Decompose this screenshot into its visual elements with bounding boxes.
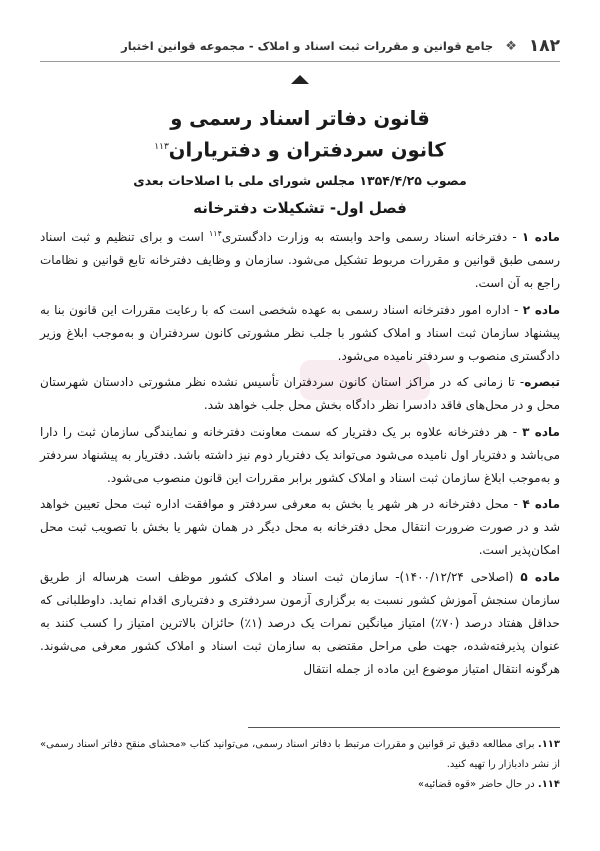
article-3-lead: ماده ۳ (522, 424, 560, 439)
footnote-113-number: ۱۱۳. (537, 739, 560, 750)
law-title-line-2-text: کانون سردفتران و دفتریاران (168, 138, 446, 162)
footnote-113 (40, 735, 560, 775)
footnotes (40, 735, 560, 795)
article-3-text: - هر دفترخانه علاوه بر یک دفتریار که سمت معاونت دفترخانه و نمایندگی سازمان ثبت را دارا می‌باشد و دفتریار اول نامیده می‌شود می‌تواند یک دفتریار دوم نیز داشته باشد. دفتریار به پیشنهاد سردفتر و به‌موجب ابلاغ سازمان ثبت اسناد و املاک کشور برابر مقررات این قانون منصوب می‌شود. (40, 424, 560, 485)
article-5 (40, 566, 560, 681)
article-1-text-a: - دفترخانه اسناد رسمی واحد وابسته به وزارت دادگستری (221, 230, 522, 244)
footnote-114-number: ۱۱۴. (537, 779, 560, 790)
article-2-lead: ماده ۲ (522, 302, 560, 317)
article-2 (40, 299, 560, 368)
law-title-line-2 (40, 133, 560, 165)
footnote-114-text: در حال حاضر «قوه قضائیه» (417, 779, 538, 790)
header-rule (40, 61, 560, 62)
article-5-text: (اصلاحی ۱۴۰۰/۱۲/۲۴)- سازمان ثبت اسناد و املاک کشور موظف است هرساله از طریق سازمان سنجش آموزش کشور نسبت به برگزاری آزمون سردفتری و دفتریاری اقدام نماید. داوطلبانی که حداقل هفتاد درصد (۷۰٪) امتیاز میانگین نمرات یک درصد (۱٪) حائزان بالاترین امتیاز را کسب کنند به عنوان پذیرفته‌شده، جهت طی مراحل مقتضی به سازمان ثبت اسناد و املاک کشور معرفی می‌شوند. هرگونه انتقال امتیاز موضوع این ماده از جمله انتقال (40, 569, 560, 676)
chapter-heading: فصل اول- تشکیلات دفترخانه (193, 198, 407, 217)
title-block (40, 105, 560, 219)
article-4-text: - محل دفترخانه در هر شهر یا بخش به معرفی سردفتر و موافقت اداره ثبت محل تعیین خواهد شد و در صورت ضرورت انتقال محل دفترخانه به محل دیگر در همان شهر یا بخش با تصویب ثبت محل امکان‌پذیر است. (40, 497, 560, 557)
ornament-icon: ❖ (505, 38, 517, 54)
footnote-ref-114[interactable]: ۱۱۴ (209, 229, 222, 238)
article-1 (40, 222, 560, 295)
law-title-line-1: قانون دفاتر اسناد رسمی و (170, 107, 430, 130)
footnote-ref-113[interactable]: ۱۱۳ (154, 142, 169, 152)
triangle-icon (291, 75, 309, 84)
article-2-text: - اداره امور دفترخانه اسناد رسمی به عهده شخصی است که با رعایت مقررات این قانون بنا به پیشنهاد سازمان ثبت اسناد و املاک کشور با جلب نظر مشورتی کانون سردفتران و به‌موجب ابلاغ وزیر دادگستری منصوب و سردفتر نامیده می‌شود. (40, 302, 560, 363)
article-1-lead: ماده ۱ (521, 230, 560, 244)
footnote-rule (248, 727, 560, 728)
running-header (40, 36, 560, 56)
running-title: جامع قوانین و مقررات ثبت اسناد و املاک - مجموعه قوانین اختبار (121, 39, 494, 53)
footnote-114 (40, 775, 560, 795)
approval-line: مصوب ۱۳۵۴/۴/۲۵ مجلس شورای ملی با اصلاحات بعدی (133, 172, 467, 188)
article-3 (40, 421, 560, 490)
article-4-lead: ماده ۴ (522, 497, 560, 511)
article-5-lead: ماده ۵ (520, 569, 561, 584)
body-text (40, 222, 560, 684)
note-1-lead: تبصره (524, 375, 560, 389)
note-1 (40, 371, 560, 417)
note-1-text: - تا زمانی که در مراکز استان کانون سردفتران تأسیس نشده نظر مشورتی دادستان شهرستان محل و در محل‌های فاقد دادسرا نظر دادگاه بخش محل جلب خواهد شد. (40, 375, 560, 412)
article-4 (40, 493, 560, 562)
footnote-113-text: برای مطالعه دقیق تر قوانین و مقررات مرتبط با دفاتر اسناد رسمی، می‌توانید کتاب «محشای منقح دفاتر اسناد رسمی» از نشر دادبازار را تهیه کنید. (40, 739, 560, 770)
page-number: ۱۸۲ (528, 36, 560, 56)
article-1-text-b: است و برای تنظیم و ثبت اسناد رسمی طبق قوانین و مقررات مربوط تشکیل می‌شود. سازمان و وظایف دفترخانه تابع قوانین و نظامات راجع به آن است. (40, 230, 560, 290)
